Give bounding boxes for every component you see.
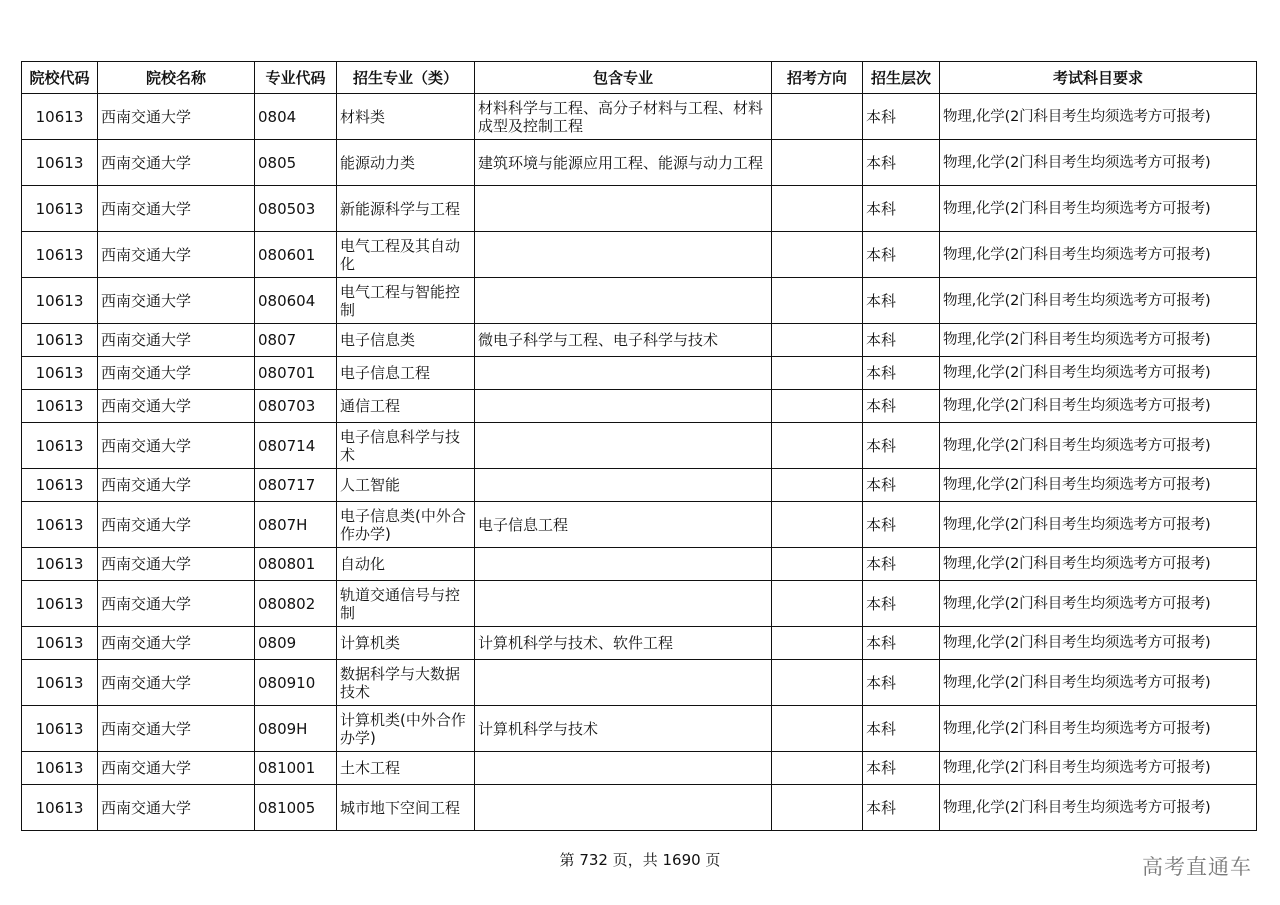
school-name-cell: 西南交通大学 — [98, 502, 255, 548]
direction-cell — [772, 706, 863, 752]
level-cell: 本科 — [863, 357, 940, 390]
major-cell: 计算机类(中外合作办学) — [337, 706, 475, 752]
included-majors-cell — [475, 278, 772, 324]
included-majors-cell: 计算机科学与技术 — [475, 706, 772, 752]
major-code-cell: 0805 — [255, 140, 337, 186]
exam-requirement-cell: 物理,化学(2门科目考生均须选考方可报考) — [940, 627, 1257, 660]
school-code-cell: 10613 — [22, 140, 98, 186]
school-code-cell: 10613 — [22, 94, 98, 140]
included-majors-cell: 微电子科学与工程、电子科学与技术 — [475, 324, 772, 357]
major-cell: 电子信息工程 — [337, 357, 475, 390]
included-majors-cell: 电子信息工程 — [475, 502, 772, 548]
direction-cell — [772, 232, 863, 278]
exam-requirement-cell: 物理,化学(2门科目考生均须选考方可报考) — [940, 390, 1257, 423]
level-cell: 本科 — [863, 502, 940, 548]
major-cell: 电子信息类 — [337, 324, 475, 357]
header-direction: 招考方向 — [772, 62, 863, 94]
exam-requirement-cell: 物理,化学(2门科目考生均须选考方可报考) — [940, 785, 1257, 831]
exam-requirement-cell: 物理,化学(2门科目考生均须选考方可报考) — [940, 423, 1257, 469]
included-majors-cell — [475, 423, 772, 469]
header-school-name: 院校名称 — [98, 62, 255, 94]
major-cell: 数据科学与大数据技术 — [337, 660, 475, 706]
major-cell: 人工智能 — [337, 469, 475, 502]
direction-cell — [772, 752, 863, 785]
exam-requirement-cell: 物理,化学(2门科目考生均须选考方可报考) — [940, 469, 1257, 502]
school-code-cell: 10613 — [22, 324, 98, 357]
table-row — [22, 469, 1257, 502]
level-cell: 本科 — [863, 140, 940, 186]
major-cell: 轨道交通信号与控制 — [337, 581, 475, 627]
major-code-cell: 080604 — [255, 278, 337, 324]
direction-cell — [772, 423, 863, 469]
table-row — [22, 660, 1257, 706]
school-code-cell: 10613 — [22, 357, 98, 390]
table-row — [22, 94, 1257, 140]
table-row — [22, 357, 1257, 390]
table-row — [22, 502, 1257, 548]
header-row — [22, 62, 1257, 94]
school-code-cell: 10613 — [22, 469, 98, 502]
exam-requirement-cell: 物理,化学(2门科目考生均须选考方可报考) — [940, 548, 1257, 581]
major-cell: 电子信息类(中外合作办学) — [337, 502, 475, 548]
direction-cell — [772, 186, 863, 232]
school-code-cell: 10613 — [22, 752, 98, 785]
major-code-cell: 080714 — [255, 423, 337, 469]
direction-cell — [772, 502, 863, 548]
exam-requirement-cell: 物理,化学(2门科目考生均须选考方可报考) — [940, 232, 1257, 278]
exam-requirement-cell: 物理,化学(2门科目考生均须选考方可报考) — [940, 140, 1257, 186]
exam-requirement-cell: 物理,化学(2门科目考生均须选考方可报考) — [940, 186, 1257, 232]
school-name-cell: 西南交通大学 — [98, 357, 255, 390]
included-majors-cell — [475, 752, 772, 785]
school-code-cell: 10613 — [22, 706, 98, 752]
major-cell: 通信工程 — [337, 390, 475, 423]
major-code-cell: 080703 — [255, 390, 337, 423]
school-name-cell: 西南交通大学 — [98, 94, 255, 140]
table-row — [22, 278, 1257, 324]
included-majors-cell — [475, 785, 772, 831]
level-cell: 本科 — [863, 278, 940, 324]
major-code-cell: 0809 — [255, 627, 337, 660]
table-row — [22, 423, 1257, 469]
major-code-cell: 080802 — [255, 581, 337, 627]
exam-requirement-cell: 物理,化学(2门科目考生均须选考方可报考) — [940, 357, 1257, 390]
direction-cell — [772, 278, 863, 324]
school-code-cell: 10613 — [22, 581, 98, 627]
direction-cell — [772, 324, 863, 357]
school-code-cell: 10613 — [22, 502, 98, 548]
major-cell: 电气工程与智能控制 — [337, 278, 475, 324]
major-cell: 电气工程及其自动化 — [337, 232, 475, 278]
exam-requirement-cell: 物理,化学(2门科目考生均须选考方可报考) — [940, 278, 1257, 324]
header-included-majors: 包含专业 — [475, 62, 772, 94]
school-name-cell: 西南交通大学 — [98, 785, 255, 831]
major-code-cell: 0807 — [255, 324, 337, 357]
table-row — [22, 785, 1257, 831]
direction-cell — [772, 94, 863, 140]
level-cell: 本科 — [863, 627, 940, 660]
school-code-cell: 10613 — [22, 627, 98, 660]
included-majors-cell — [475, 469, 772, 502]
direction-cell — [772, 785, 863, 831]
major-code-cell: 080717 — [255, 469, 337, 502]
table-row — [22, 627, 1257, 660]
table-row — [22, 581, 1257, 627]
direction-cell — [772, 660, 863, 706]
included-majors-cell — [475, 390, 772, 423]
direction-cell — [772, 357, 863, 390]
level-cell: 本科 — [863, 186, 940, 232]
level-cell: 本科 — [863, 706, 940, 752]
major-code-cell: 0804 — [255, 94, 337, 140]
table-row — [22, 232, 1257, 278]
table-row — [22, 752, 1257, 785]
included-majors-cell: 材料科学与工程、高分子材料与工程、材料成型及控制工程 — [475, 94, 772, 140]
school-code-cell: 10613 — [22, 390, 98, 423]
header-exam-requirement: 考试科目要求 — [940, 62, 1257, 94]
school-name-cell: 西南交通大学 — [98, 581, 255, 627]
school-code-cell: 10613 — [22, 785, 98, 831]
major-cell: 电子信息科学与技术 — [337, 423, 475, 469]
major-code-cell: 080601 — [255, 232, 337, 278]
major-code-cell: 081005 — [255, 785, 337, 831]
included-majors-cell: 计算机科学与技术、软件工程 — [475, 627, 772, 660]
exam-requirement-cell: 物理,化学(2门科目考生均须选考方可报考) — [940, 324, 1257, 357]
included-majors-cell — [475, 186, 772, 232]
table-row — [22, 186, 1257, 232]
level-cell: 本科 — [863, 785, 940, 831]
level-cell: 本科 — [863, 94, 940, 140]
header-school-code: 院校代码 — [22, 62, 98, 94]
table-body — [22, 94, 1257, 831]
header-major: 招生专业（类） — [337, 62, 475, 94]
school-name-cell: 西南交通大学 — [98, 423, 255, 469]
table-row — [22, 324, 1257, 357]
included-majors-cell — [475, 357, 772, 390]
exam-requirement-cell: 物理,化学(2门科目考生均须选考方可报考) — [940, 94, 1257, 140]
major-cell: 材料类 — [337, 94, 475, 140]
major-code-cell: 080503 — [255, 186, 337, 232]
watermark: 高考直通车 — [1142, 855, 1252, 879]
major-cell: 城市地下空间工程 — [337, 785, 475, 831]
direction-cell — [772, 548, 863, 581]
level-cell: 本科 — [863, 232, 940, 278]
major-cell: 自动化 — [337, 548, 475, 581]
major-code-cell: 080701 — [255, 357, 337, 390]
school-code-cell: 10613 — [22, 423, 98, 469]
direction-cell — [772, 581, 863, 627]
included-majors-cell — [475, 548, 772, 581]
major-cell: 计算机类 — [337, 627, 475, 660]
direction-cell — [772, 469, 863, 502]
level-cell: 本科 — [863, 660, 940, 706]
major-code-cell: 080801 — [255, 548, 337, 581]
school-name-cell: 西南交通大学 — [98, 390, 255, 423]
level-cell: 本科 — [863, 469, 940, 502]
school-name-cell: 西南交通大学 — [98, 186, 255, 232]
school-name-cell: 西南交通大学 — [98, 627, 255, 660]
included-majors-cell — [475, 660, 772, 706]
level-cell: 本科 — [863, 390, 940, 423]
admissions-table — [21, 61, 1257, 831]
exam-requirement-cell: 物理,化学(2门科目考生均须选考方可报考) — [940, 752, 1257, 785]
school-name-cell: 西南交通大学 — [98, 706, 255, 752]
major-cell: 能源动力类 — [337, 140, 475, 186]
school-name-cell: 西南交通大学 — [98, 660, 255, 706]
header-level: 招生层次 — [863, 62, 940, 94]
direction-cell — [772, 627, 863, 660]
level-cell: 本科 — [863, 752, 940, 785]
level-cell: 本科 — [863, 548, 940, 581]
direction-cell — [772, 390, 863, 423]
table-row — [22, 548, 1257, 581]
table-row — [22, 390, 1257, 423]
school-code-cell: 10613 — [22, 548, 98, 581]
direction-cell — [772, 140, 863, 186]
included-majors-cell — [475, 581, 772, 627]
page-number: 第 732 页，共 1690 页 — [559, 851, 721, 869]
school-name-cell: 西南交通大学 — [98, 140, 255, 186]
level-cell: 本科 — [863, 423, 940, 469]
school-code-cell: 10613 — [22, 186, 98, 232]
major-code-cell: 081001 — [255, 752, 337, 785]
major-code-cell: 0809H — [255, 706, 337, 752]
exam-requirement-cell: 物理,化学(2门科目考生均须选考方可报考) — [940, 706, 1257, 752]
school-code-cell: 10613 — [22, 232, 98, 278]
major-code-cell: 080910 — [255, 660, 337, 706]
table-row — [22, 140, 1257, 186]
school-name-cell: 西南交通大学 — [98, 278, 255, 324]
school-name-cell: 西南交通大学 — [98, 548, 255, 581]
level-cell: 本科 — [863, 324, 940, 357]
school-name-cell: 西南交通大学 — [98, 752, 255, 785]
major-cell: 新能源科学与工程 — [337, 186, 475, 232]
school-name-cell: 西南交通大学 — [98, 324, 255, 357]
included-majors-cell: 建筑环境与能源应用工程、能源与动力工程 — [475, 140, 772, 186]
school-name-cell: 西南交通大学 — [98, 469, 255, 502]
school-code-cell: 10613 — [22, 660, 98, 706]
major-cell: 土木工程 — [337, 752, 475, 785]
major-code-cell: 0807H — [255, 502, 337, 548]
level-cell: 本科 — [863, 581, 940, 627]
header-major-code: 专业代码 — [255, 62, 337, 94]
school-name-cell: 西南交通大学 — [98, 232, 255, 278]
exam-requirement-cell: 物理,化学(2门科目考生均须选考方可报考) — [940, 581, 1257, 627]
school-code-cell: 10613 — [22, 278, 98, 324]
exam-requirement-cell: 物理,化学(2门科目考生均须选考方可报考) — [940, 660, 1257, 706]
exam-requirement-cell: 物理,化学(2门科目考生均须选考方可报考) — [940, 502, 1257, 548]
table-row — [22, 706, 1257, 752]
included-majors-cell — [475, 232, 772, 278]
